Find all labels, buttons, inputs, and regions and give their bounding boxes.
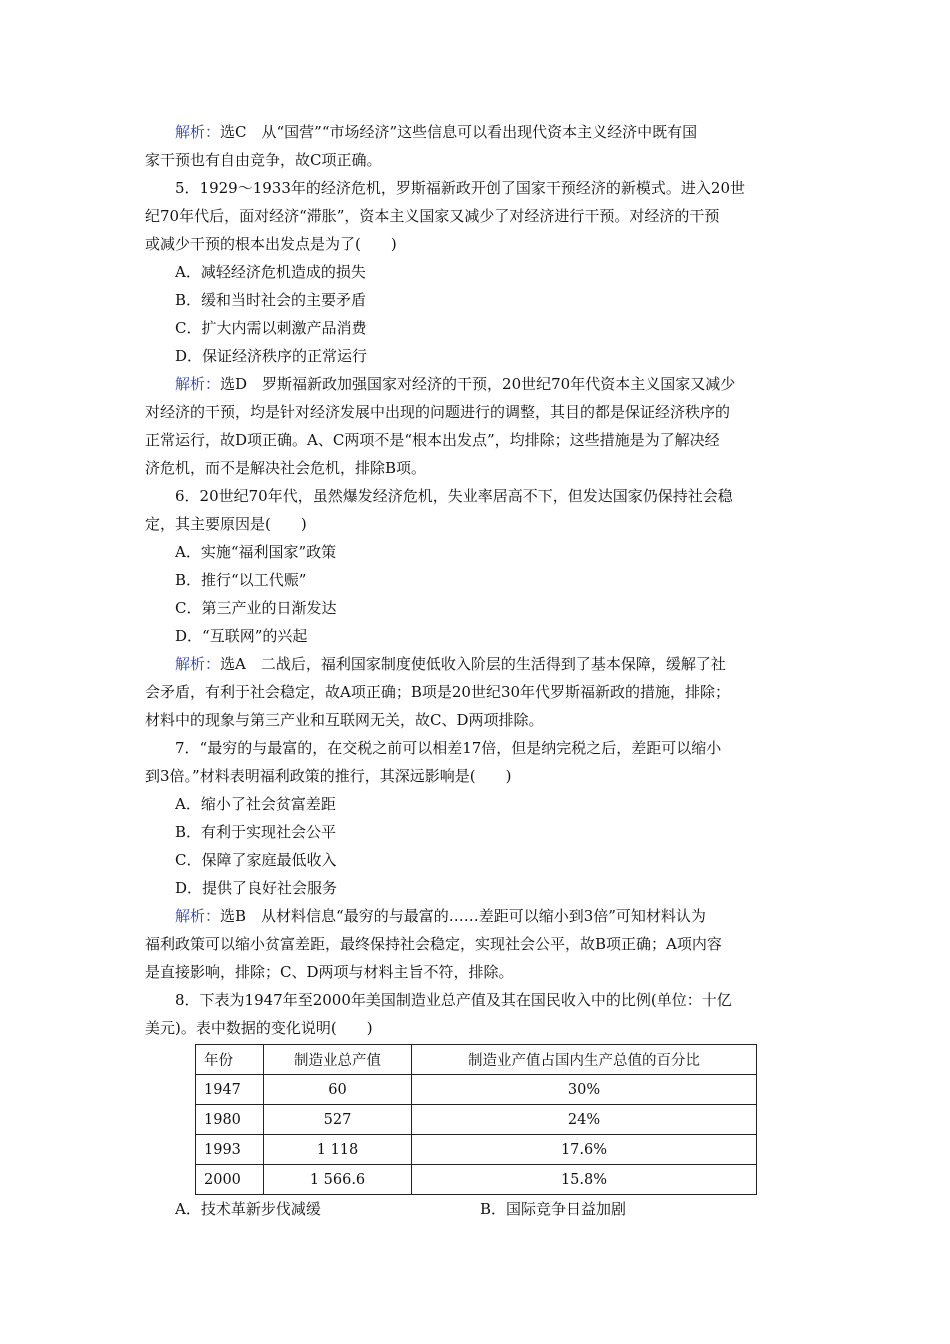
q7-analysis-line: 福利政策可以缩小贫富差距，最终保持社会稳定，实现社会公平，故B项正确；A项内容 <box>145 935 722 953</box>
q6-analysis-line: 会矛盾，有利于社会稳定，故A项正确；B项是20世纪30年代罗斯福新政的措施，排除； <box>145 683 731 701</box>
q4-analysis-line: 解析：选C 从“国营”“市场经济”这些信息可以看出现代资本主义经济中既有国 <box>175 123 698 141</box>
q8-options-row <box>145 1195 810 1223</box>
table-cell: 30% <box>412 1075 757 1105</box>
q6-stem-line: 定，其主要原因是( ) <box>145 515 307 533</box>
table-cell: 2000 <box>196 1165 264 1195</box>
table-cell: 1993 <box>196 1135 264 1165</box>
table-row <box>196 1165 757 1195</box>
q5-analysis-line: 解析：选D 罗斯福新政加强国家对经济的干预，20世纪70年代资本主义国家又减少 <box>175 375 736 393</box>
table-header-cell: 年份 <box>196 1045 264 1075</box>
table-row <box>196 1105 757 1135</box>
table-row <box>196 1135 757 1165</box>
q4-analysis-line: 家干预也有自由竞争，故C项正确。 <box>145 151 382 169</box>
q6-analysis-line: 材料中的现象与第三产业和互联网无关，故C、D两项排除。 <box>145 711 544 729</box>
analysis-tag: 解析： <box>175 655 221 673</box>
q6-analysis-line: 解析：选A 二战后，福利国家制度使低收入阶层的生活得到了基本保障，缓解了社 <box>175 655 726 673</box>
table-cell: 1947 <box>196 1075 264 1105</box>
q8-option-a: A．技术革新步伐减缓 <box>175 1200 321 1218</box>
q5-option-b: B．缓和当时社会的主要矛盾 <box>175 291 367 309</box>
q7-option-b: B．有利于实现社会公平 <box>175 823 337 841</box>
q7-analysis-line: 解析：选B 从材料信息“最穷的与最富的……差距可以缩小到3倍”可知材料认为 <box>175 907 706 925</box>
q5-analysis-line: 对经济的干预，均是针对经济发展中出现的问题进行的调整，其目的都是保证经济秩序的 <box>145 403 731 421</box>
q6-stem-line: 6．20世纪70年代，虽然爆发经济危机，失业率居高不下，但发达国家仍保持社会稳 <box>175 487 733 505</box>
table-cell: 60 <box>264 1075 412 1105</box>
q5-stem-line: 或减少干预的根本出发点是为了( ) <box>145 235 397 253</box>
q6-option-b: B．推行“以工代赈” <box>175 571 307 589</box>
q8-option-b: B．国际竞争日益加剧 <box>480 1200 627 1218</box>
q5-stem-line: 5．1929～1933年的经济危机，罗斯福新政开创了国家干预经济的新模式。进入20世 <box>175 179 745 197</box>
q8-stem-line: 美元)。表中数据的变化说明( ) <box>145 1019 373 1037</box>
analysis-tag: 解析： <box>175 907 221 925</box>
table-cell: 527 <box>264 1105 412 1135</box>
analysis-tag: 解析： <box>175 123 221 141</box>
table-header-cell: 制造业总产值 <box>264 1045 412 1075</box>
q5-option-c: C．扩大内需以刺激产品消费 <box>175 319 367 337</box>
q7-option-d: D．提供了良好社会服务 <box>175 879 338 897</box>
data-table <box>195 1044 757 1195</box>
q7-option-a: A．缩小了社会贫富差距 <box>175 795 336 813</box>
q7-stem-line: 到3倍。”材料表明福利政策的推行，其深远影响是( ) <box>145 767 512 785</box>
q6-option-c: C．第三产业的日渐发达 <box>175 599 337 617</box>
q5-analysis-line: 正常运行，故D项正确。A、C两项不是“根本出发点”，均排除；这些措施是为了解决经 <box>145 431 720 449</box>
q7-stem-line: 7．“最穷的与最富的，在交税之前可以相差17倍，但是纳完税之后，差距可以缩小 <box>175 739 722 757</box>
q5-analysis-line: 济危机，而不是解决社会危机，排除B项。 <box>145 459 427 477</box>
table-row <box>196 1075 757 1105</box>
q6-option-a: A．实施“福利国家”政策 <box>175 543 337 561</box>
table-cell: 1 566.6 <box>264 1165 412 1195</box>
table-header-cell: 制造业产值占国内生产总值的百分比 <box>412 1045 757 1075</box>
q7-option-c: C．保障了家庭最低收入 <box>175 851 337 869</box>
table-cell: 1980 <box>196 1105 264 1135</box>
analysis-tag: 解析： <box>175 375 221 393</box>
q7-analysis-line: 是直接影响，排除；C、D两项与材料主旨不符，排除。 <box>145 963 514 981</box>
table-header-row <box>196 1045 757 1075</box>
q5-stem-line: 纪70年代后，面对经济“滞胀”，资本主义国家又减少了对经济进行干预。对经济的干预 <box>145 207 720 225</box>
q5-option-d: D．保证经济秩序的正常运行 <box>175 347 368 365</box>
table-cell: 17.6% <box>412 1135 757 1165</box>
document-page <box>145 118 810 1223</box>
q5-option-a: A．减轻经济危机造成的损失 <box>175 263 366 281</box>
table-cell: 15.8% <box>412 1165 757 1195</box>
table-cell: 1 118 <box>264 1135 412 1165</box>
table-cell: 24% <box>412 1105 757 1135</box>
q6-option-d: D．“互联网”的兴起 <box>175 627 308 645</box>
q8-stem-line: 8．下表为1947年至2000年美国制造业总产值及其在国民收入中的比例(单位：十亿 <box>175 991 732 1009</box>
